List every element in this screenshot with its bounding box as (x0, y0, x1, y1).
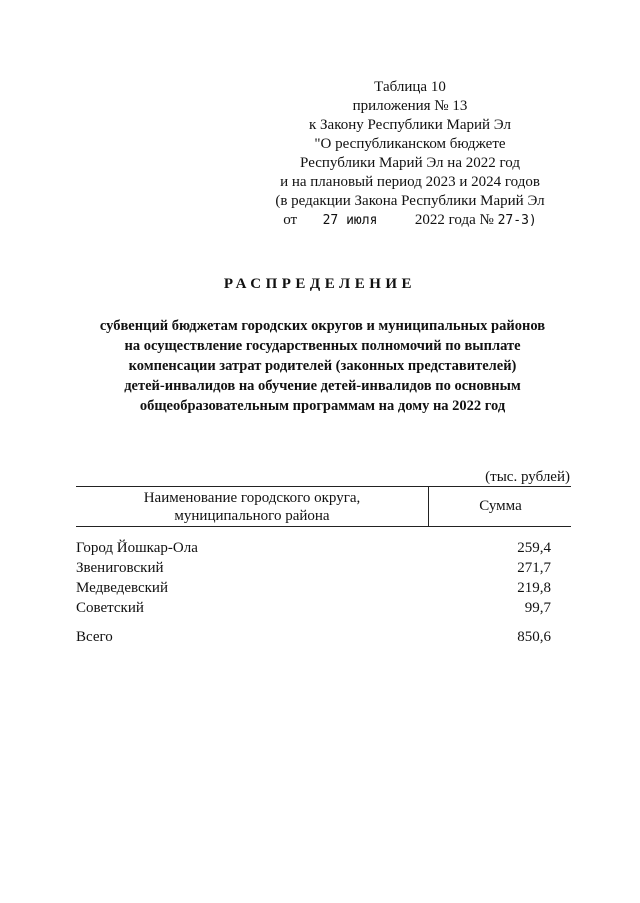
document-title: РАСПРЕДЕЛЕНИЕ (223, 276, 417, 292)
row-value: 219,8 (517, 580, 551, 596)
table-body (76, 538, 551, 618)
table-row (76, 538, 551, 558)
row-name: Город Йошкар-Ола (76, 540, 198, 556)
header-line: Таблица 10 (374, 79, 446, 95)
appendix-header (260, 78, 560, 230)
row-name: Звениговский (76, 560, 164, 576)
date-prefix: от (283, 212, 298, 228)
total-row (76, 627, 551, 647)
column-header-name (76, 487, 429, 526)
handwritten-law-number: 27-З) (497, 213, 537, 228)
row-value: 259,4 (517, 540, 551, 556)
row-name: Советский (76, 600, 144, 616)
column-header-name-line: Наименование городского округа, (143, 490, 361, 506)
subtitle-line: детей-инвалидов на обучение детей-инвалидов по основным (124, 378, 521, 394)
header-line: "О республиканском бюджете (314, 136, 506, 152)
subtitle-line: компенсации затрат родителей (законных представителей) (128, 358, 517, 374)
subtitle-line: общеобразовательным программам на дому на 2022 год (139, 398, 506, 414)
subtitle-line: субвенций бюджетам городских округов и муниципальных районов (99, 318, 546, 334)
table-header (76, 486, 571, 527)
table-row (76, 578, 551, 598)
units-label: (тыс. рублей) (485, 469, 570, 485)
law-date-line (260, 211, 560, 230)
column-header-sum: Сумма (479, 498, 522, 514)
header-line: приложения № 13 (352, 98, 468, 114)
header-line: к Закону Республики Марий Эл (308, 117, 511, 133)
total-label: Всего (76, 629, 113, 645)
header-line: и на плановый период 2023 и 2024 годов (280, 174, 540, 190)
handwritten-date: 27 июля (322, 213, 378, 228)
document-subtitle (70, 316, 575, 416)
header-line: (в редакции Закона Республики Марий Эл (275, 193, 545, 209)
row-value: 271,7 (517, 560, 551, 576)
date-middle: 2022 года № (414, 212, 494, 228)
header-line: Республики Марий Эл на 2022 год (300, 155, 520, 171)
row-name: Медведевский (76, 580, 168, 596)
subtitle-line: на осуществление государственных полномочий по выплате (124, 338, 521, 354)
row-value: 99,7 (524, 600, 551, 616)
column-header-name-line: муниципального района (174, 508, 330, 524)
table-row (76, 558, 551, 578)
table-row (76, 598, 551, 618)
total-value: 850,6 (517, 629, 551, 645)
